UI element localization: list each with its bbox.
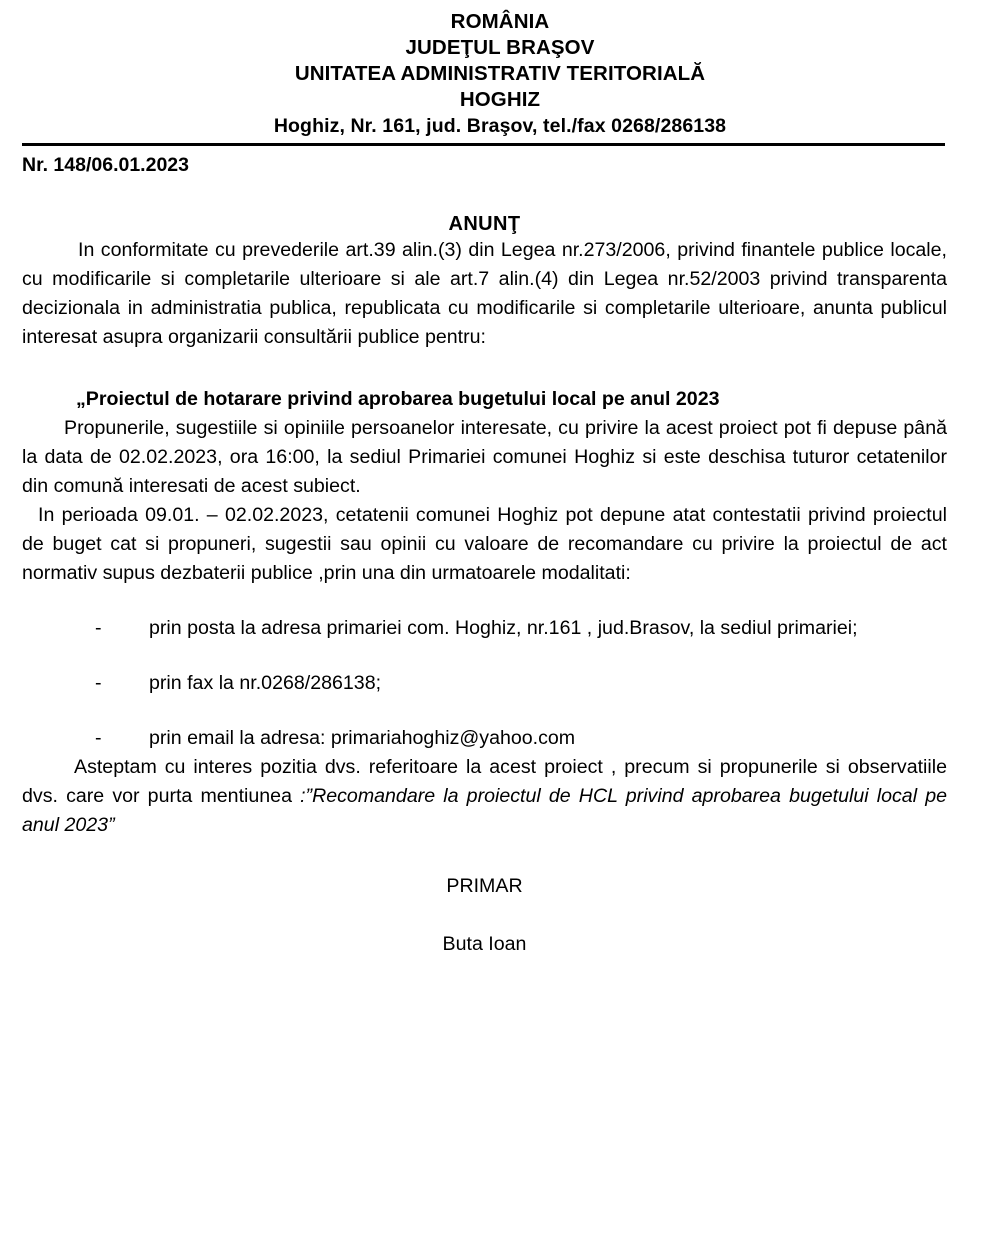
list-item-label: prin email la adresa: primariahoghiz@yahoo.com (149, 727, 576, 749)
letterhead-country: ROMÂNIA (450, 10, 550, 33)
letterhead-address: Hoghiz, Nr. 161, jud. Braşov, tel./fax 0268/286138 (273, 115, 727, 137)
paragraph-propunerile: Propunerile, sugestiile si opiniile persoanelor interesate, cu privire la acest proiect pot fi depuse până la data de 02.02.2023, ora 16:00, la sediul Primariei comunei Hoghiz si este deschisa tuturor cetatenilor din comună interesati de acest subiect. (22, 417, 947, 497)
letterhead-entity: UNITATEA ADMINISTRATIV TERITORIALĂ (294, 62, 706, 85)
paragraph-asteptam (22, 753, 947, 840)
dash-marker: - (95, 672, 102, 694)
list-item-label: prin fax la nr.0268/286138; (149, 672, 382, 694)
asteptam-quoted-mention: :”Recomandare la proiectul de HCL privind aprobarea bugetului local pe anul 2023” (22, 785, 947, 836)
letterhead-locality: HOGHIZ (459, 88, 541, 111)
page-title: ANUNŢ (448, 213, 521, 235)
list-item-label: prin posta la adresa primariei com. Hoghiz, nr.161 , jud.Brasov, la sediul primariei; (149, 617, 858, 639)
dash-marker: - (95, 727, 102, 749)
project-title: „Proiectul de hotarare privind aprobarea bugetului local pe anul 2023 (76, 388, 720, 410)
signature-name: Buta Ioan (442, 933, 527, 955)
modalities-list (22, 614, 947, 753)
registration-number: Nr. 148/06.01.2023 (22, 154, 189, 176)
signature-role: PRIMAR (446, 875, 523, 897)
letterhead (0, 0, 1000, 140)
header-divider (22, 143, 945, 146)
list-item (22, 669, 947, 698)
document-body (22, 212, 947, 959)
list-item (22, 614, 947, 643)
paragraph-perioada: In perioada 09.01. – 02.02.2023, cetatenii comunei Hoghiz pot depune atat contestatii privind proiectul de buget cat si propuneri, sugestii sau opinii cu valoare de recomandare cu privire la proiectul de act normativ supus dezbaterii publice ,prin una din urmatoarele modalitati: (22, 504, 947, 584)
dash-marker: - (95, 617, 102, 639)
list-item (22, 724, 947, 753)
asteptam-lead-text: Asteptam cu interes pozitia dvs. referitoare la acest proiect , precum si propunerile si observatiile dvs. care vor purta mentiunea (22, 756, 947, 807)
paragraph-conformitate: In conformitate cu prevederile art.39 alin.(3) din Legea nr.273/2006, privind finantele publice locale, cu modificarile si completarile ulterioare si ale art.7 alin.(4) din Legea nr.52/2003 privind transparenta decizionala in administratia publica, republicata cu modificarile si completarile ulterioare, anunta publicul interesat asupra organizarii consultării publice pentru: (22, 239, 947, 348)
letterhead-county: JUDEŢUL BRAŞOV (405, 36, 595, 59)
